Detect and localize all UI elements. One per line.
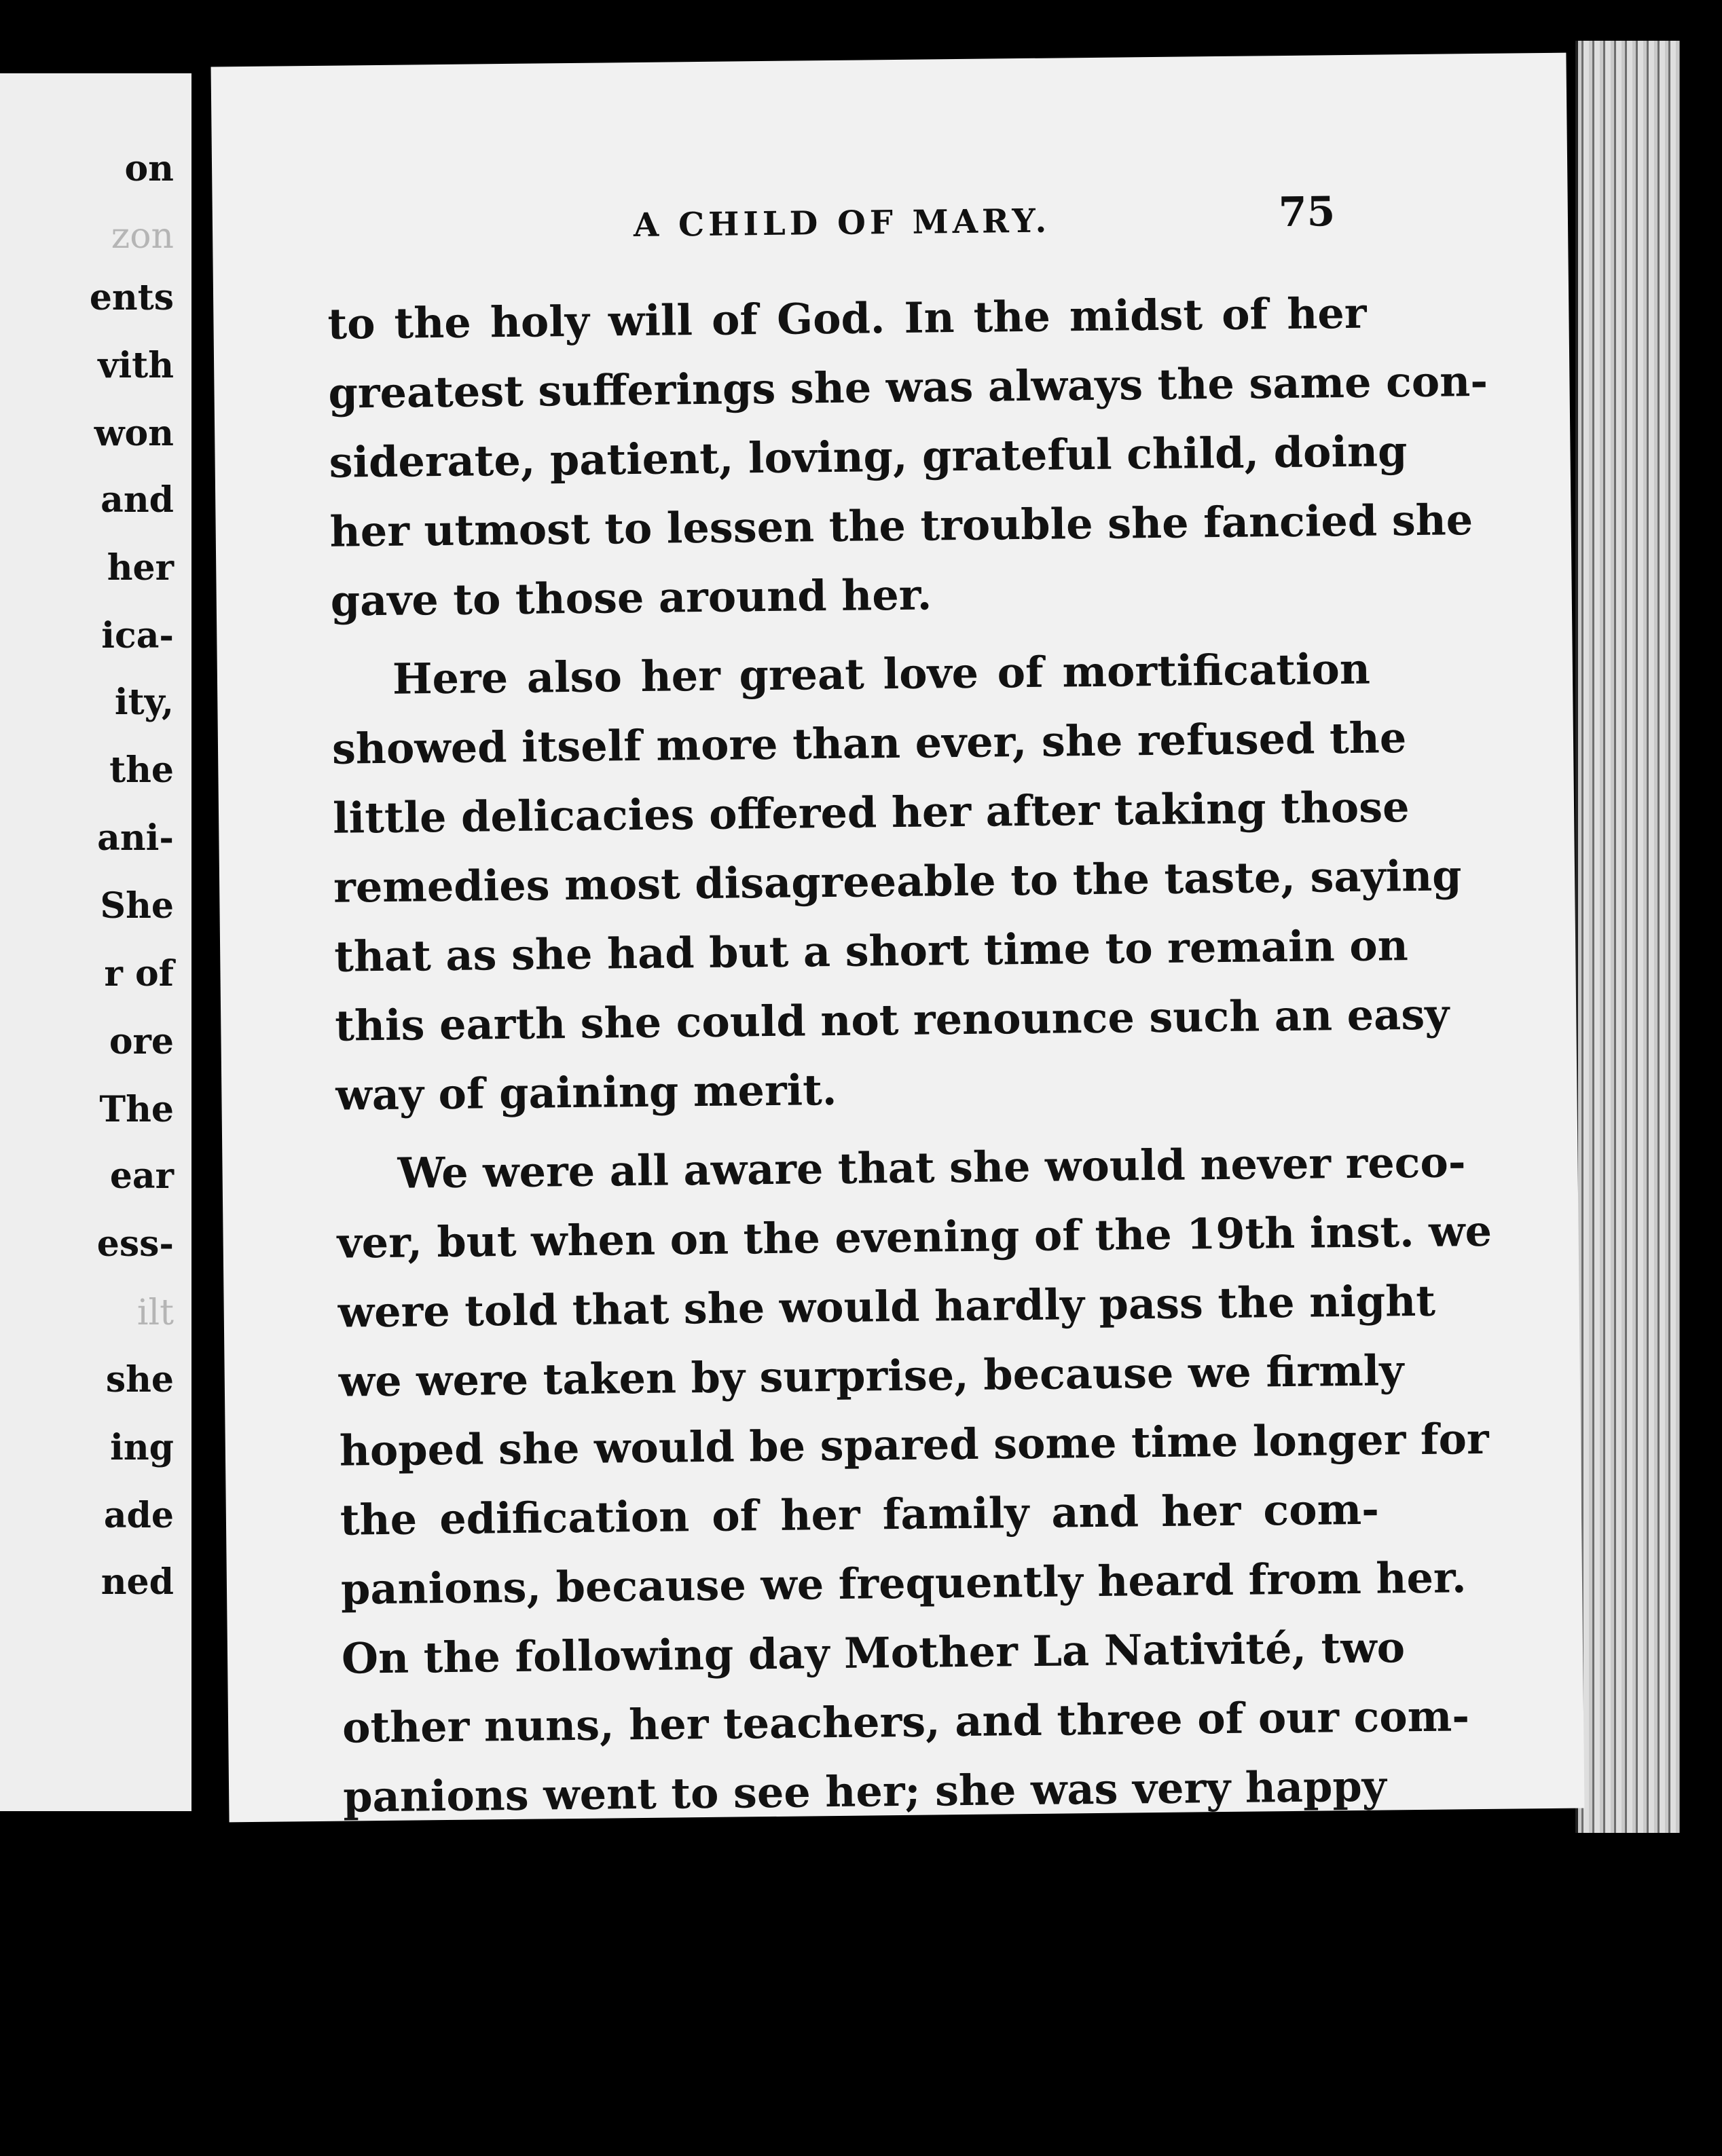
left-line-fragment: and [100, 479, 174, 521]
book-page [211, 53, 1585, 1823]
text-line: We were all aware that she would never reco- [397, 1137, 1466, 1198]
page-number: 75 [1278, 188, 1336, 237]
left-line-fragment: on [124, 148, 174, 189]
left-line-fragment: The [99, 1089, 174, 1130]
text-line: way of gaining merit. [335, 1064, 837, 1120]
left-line-fragment: ani- [97, 817, 174, 859]
left-line-fragment: won [94, 413, 174, 454]
page-body [327, 279, 1492, 1823]
text-line: greatest sufferings she was always the same con- [328, 356, 1488, 418]
left-line-fragment: she [105, 1359, 174, 1400]
left-line-fragment: zon [111, 216, 174, 257]
text-line: hoped she would be spared some time longer for [339, 1413, 1489, 1476]
left-line-fragment: the [109, 749, 174, 791]
text-line: other nuns, her teachers, and three of our com- [342, 1691, 1470, 1753]
left-line-fragment: ilt [136, 1293, 174, 1333]
text-line: this earth she could not renounce such an easy [334, 989, 1450, 1051]
left-page-fragment [0, 73, 196, 1811]
left-line-fragment: ing [110, 1427, 174, 1468]
left-line-fragment: ade [103, 1495, 174, 1536]
text-line: panions went to see her; she was very happy [342, 1761, 1387, 1822]
text-line: remedies most disagreeable to the taste, saying [333, 851, 1462, 912]
page-edges [1575, 41, 1680, 1833]
left-line-fragment: ess- [96, 1223, 174, 1265]
left-line-fragment: ica- [101, 615, 174, 656]
text-line: little delicacies offered her after taking those [332, 782, 1410, 843]
left-line-fragment: r of [104, 953, 174, 995]
text-line: Here also her great love of mortification [392, 644, 1371, 704]
text-line: her utmost to lessen the trouble she fancied she [329, 495, 1473, 557]
text-line: to the holy will of God. In the midst of her [327, 288, 1367, 349]
text-line: ver, but when on the evening of the 19th inst. we [337, 1206, 1492, 1268]
text-line: were told that she would hardly pass the night [337, 1276, 1436, 1337]
left-line-fragment: ore [109, 1021, 174, 1062]
text-line: panions, because we frequently heard from her. [340, 1553, 1467, 1614]
left-line-fragment: ents [89, 277, 174, 318]
text-line: gave to those around her. [330, 570, 932, 626]
text-line: On the following day Mother La Nativité, two [341, 1622, 1406, 1684]
left-line-fragment: ear [109, 1155, 174, 1197]
left-line-fragment: her [107, 547, 174, 589]
text-line: siderate, patient, loving, grateful child, doing [329, 426, 1408, 487]
left-line-fragment: vith [98, 345, 174, 386]
left-line-fragment: ity, [114, 682, 174, 723]
text-line: the edification of her family and her com- [340, 1484, 1380, 1545]
text-line: we were taken by surprise, because we firmly [338, 1345, 1404, 1407]
left-line-fragment: ned [100, 1561, 174, 1603]
text-line: that as she had but a short time to remain on [333, 921, 1409, 982]
running-title: A CHILD OF MARY. [633, 202, 1051, 245]
text-line: showed itself more than ever, she refused the [331, 713, 1407, 774]
left-line-fragment: She [100, 885, 174, 927]
